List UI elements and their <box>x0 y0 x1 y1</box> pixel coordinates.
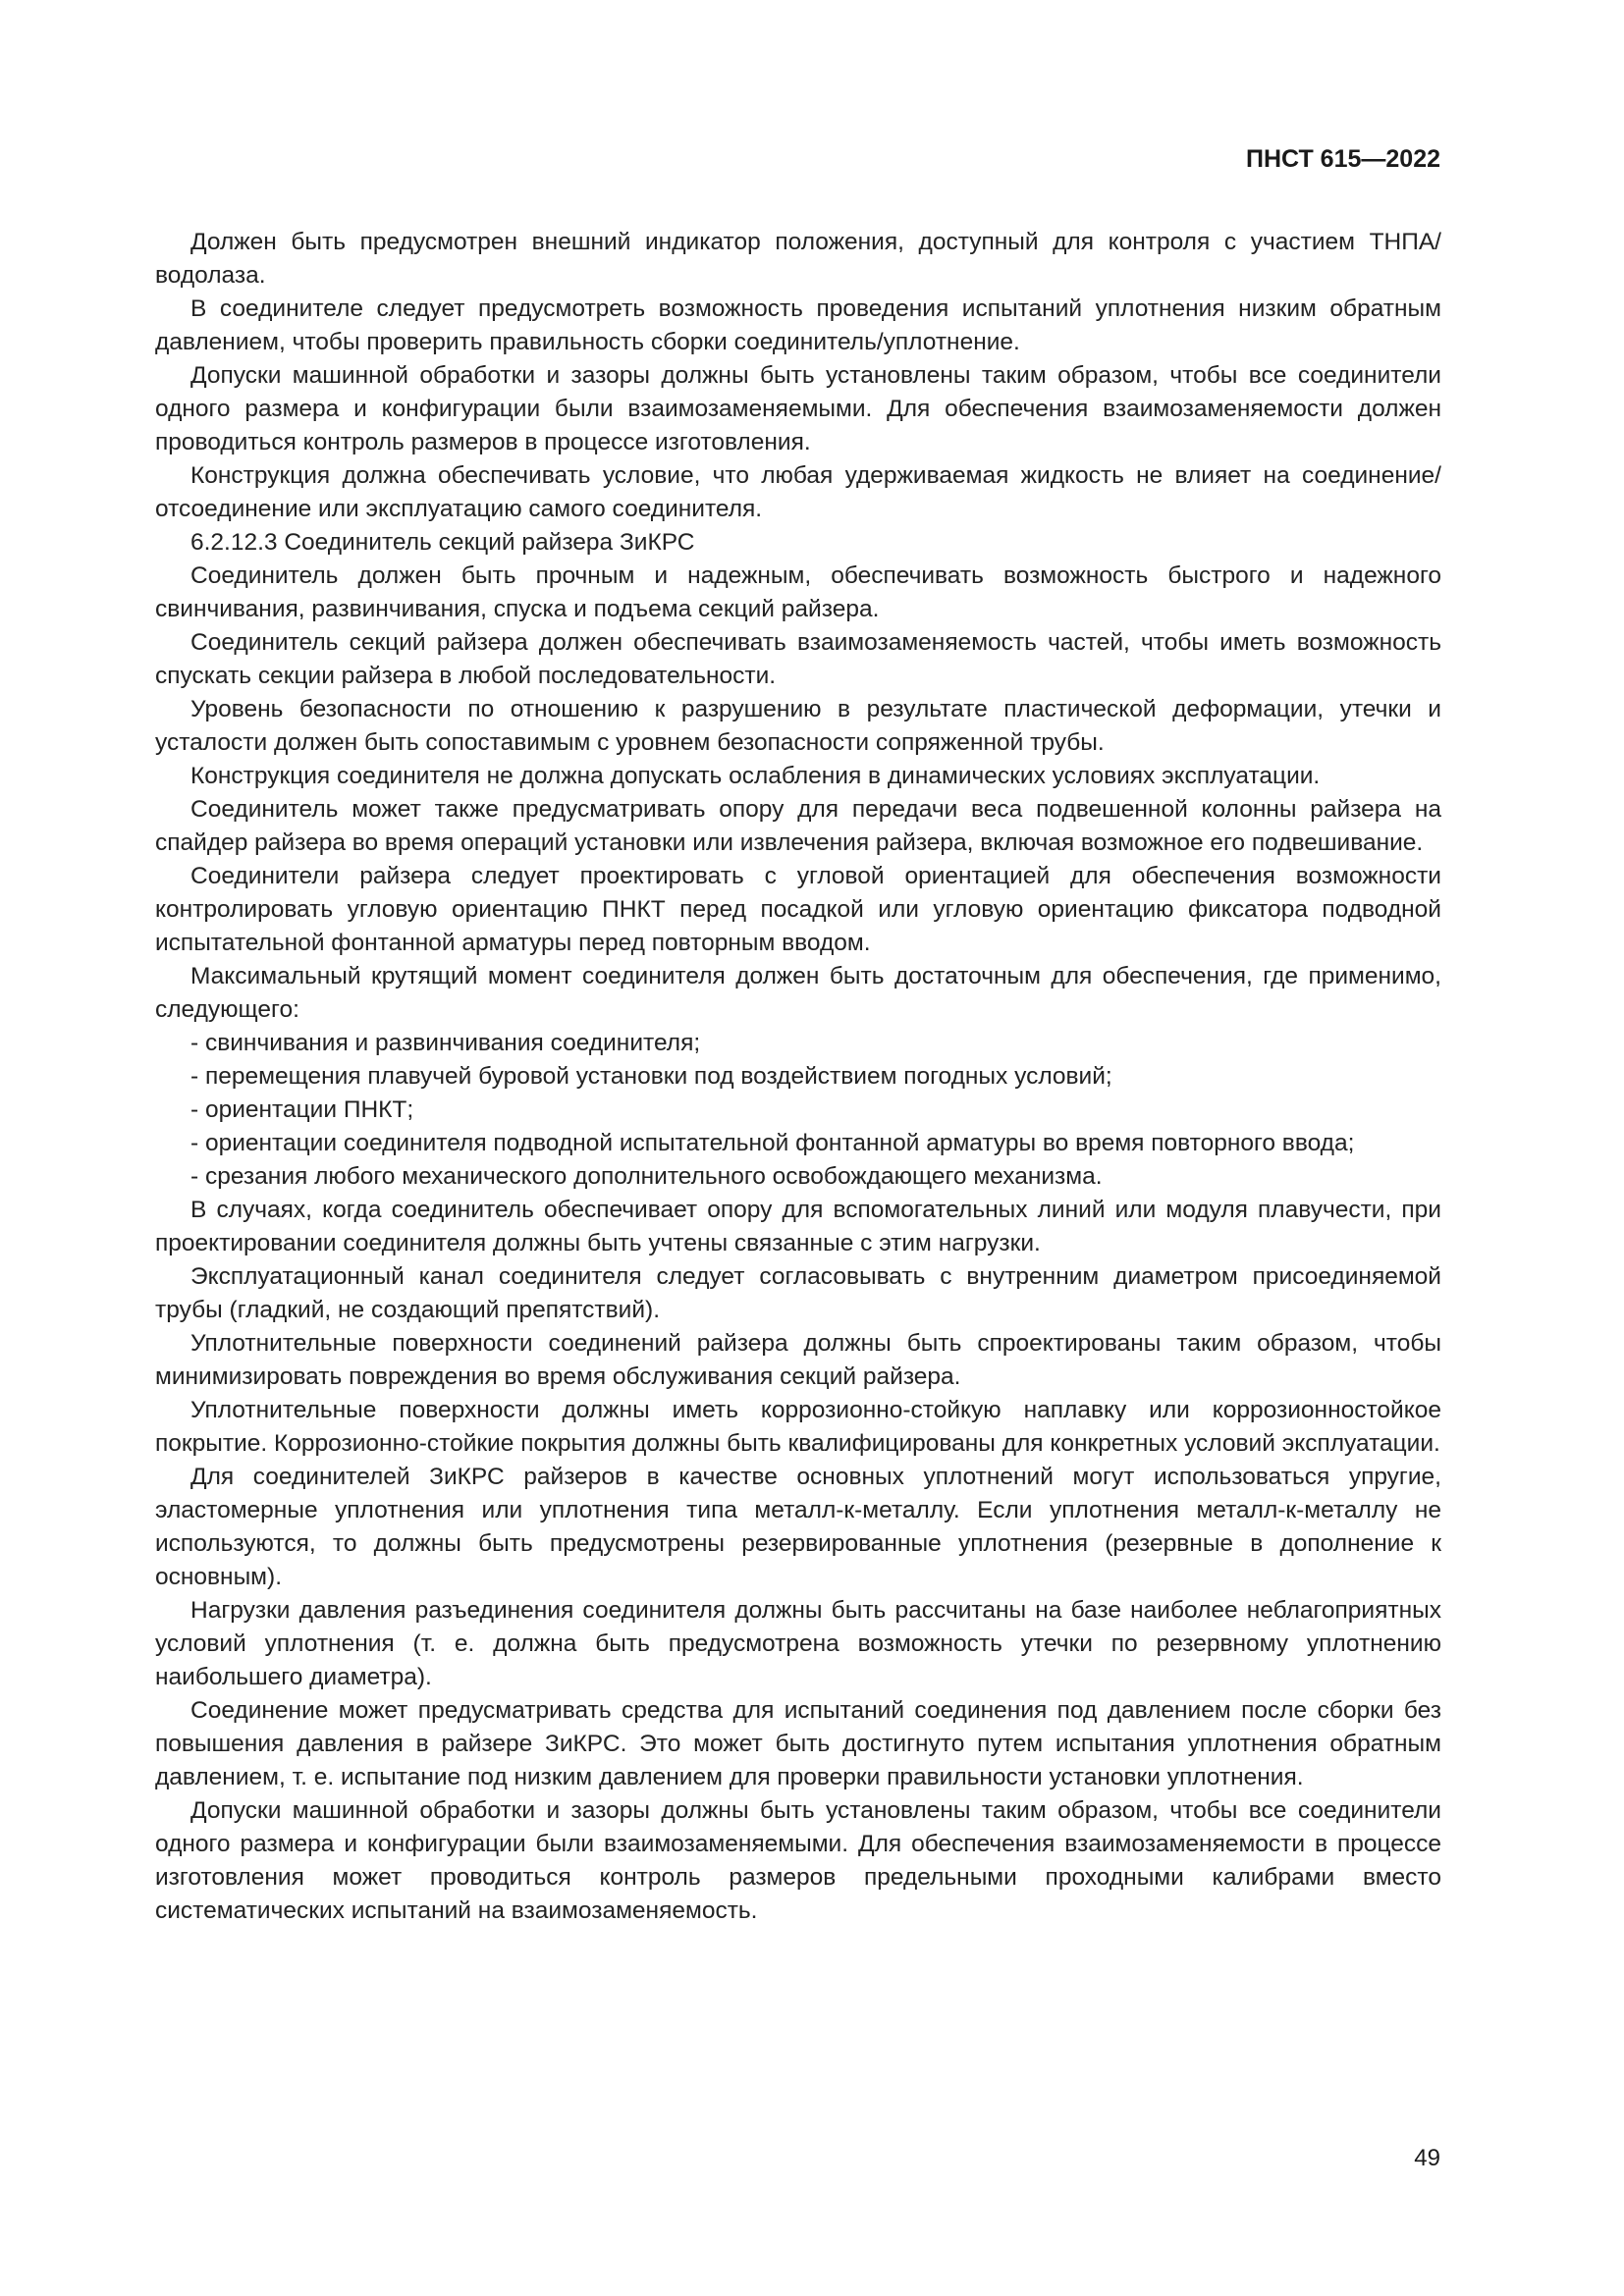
paragraph: Конструкция соединителя не должна допускать ослабления в динамических условиях эксплуатации. <box>190 763 1321 789</box>
document-body <box>155 226 1441 1928</box>
paragraph: Соединитель может также предусматривать опору для передачи веса подвешенной колонны райзера на спайдер райзера во время операций установки или извлечения райзера, включая возможное его подвешивание. <box>155 796 1441 856</box>
paragraph: Нагрузки давления разъединения соединителя должны быть рассчитаны на базе наиболее неблагоприятных условий уплотнения (т. е. должна быть предусмотрена возможность утечки по резервному уплотнению наибольшего диаметра). <box>155 1597 1441 1690</box>
paragraph: Соединители райзера следует проектировать с угловой ориентацией для обеспечения возможности контролировать угловую ориентацию ПНКТ перед посадкой или угловую ориентацию фиксатора подводной испытательной фонтанной арматуры перед повторным вводом. <box>155 863 1441 956</box>
paragraph: Допуски машинной обработки и зазоры должны быть установлены таким образом, чтобы все соединители одного размера и конфигурации были взаимозаменяемыми. Для обеспечения взаимозаменяемости должен проводиться контроль размеров в процессе изготовления. <box>155 362 1441 455</box>
paragraph: Соединитель должен быть прочным и надежным, обеспечивать возможность быстрого и надежного свинчивания, развинчивания, спуска и подъема секций райзера. <box>155 562 1441 622</box>
list-item: - свинчивания и развинчивания соединителя; <box>190 1030 701 1056</box>
list-item: - срезания любого механического дополнительного освобождающего механизма. <box>190 1163 1103 1190</box>
paragraph: Должен быть предусмотрен внешний индикатор положения, доступный для контроля с участием ТНПА/водолаза. <box>155 229 1441 289</box>
list-item: - ориентации ПНКТ; <box>190 1096 414 1123</box>
paragraph: Соединение может предусматривать средства для испытаний соединения под давлением после сборки без повышения давления в райзере ЗиКРС. Это может быть достигнуто путем испытания уплотнения обратным давлением, т. е. испытание под низким давлением для проверки правильности установки уплотнения. <box>155 1697 1441 1790</box>
list-item: - ориентации соединителя подводной испытательной фонтанной арматуры во время повторного ввода; <box>190 1130 1355 1156</box>
paragraph: В соединителе следует предусмотреть возможность проведения испытаний уплотнения низким обратным давлением, чтобы проверить правильность сборки соединитель/уплотнение. <box>155 295 1441 355</box>
paragraph: Уплотнительные поверхности соединений райзера должны быть спроектированы таким образом, чтобы минимизировать повреждения во время обслуживания секций райзера. <box>155 1330 1441 1390</box>
paragraph: Для соединителей ЗиКРС райзеров в качестве основных уплотнений могут использоваться упругие, эластомерные уплотнения или уплотнения типа металл-к-металлу. Если уплотнения металл-к-металлу не используются, то должны быть предусмотрены резервированные уплотнения (резервные в дополнение к основным). <box>155 1464 1441 1590</box>
paragraph: Конструкция должна обеспечивать условие, что любая удерживаемая жидкость не влияет на соединение/отсоединение или эксплуатацию самого соединителя. <box>155 462 1441 522</box>
section-heading: 6.2.12.3 Соединитель секций райзера ЗиКРС <box>190 529 695 556</box>
document-id-header: ПНСТ 615—2022 <box>1246 145 1440 173</box>
paragraph: Эксплуатационный канал соединителя следует согласовывать с внутренним диаметром присоединяемой трубы (гладкий, не создающий препятствий). <box>155 1263 1441 1323</box>
paragraph: Соединитель секций райзера должен обеспечивать взаимозаменяемость частей, чтобы иметь возможность спускать секции райзера в любой последовательности. <box>155 629 1441 689</box>
page-number: 49 <box>1414 2145 1440 2171</box>
paragraph: Уровень безопасности по отношению к разрушению в результате пластической деформации, утечки и усталости должен быть сопоставимым с уровнем безопасности сопряженной трубы. <box>155 696 1441 756</box>
paragraph: Допуски машинной обработки и зазоры должны быть установлены таким образом, чтобы все соединители одного размера и конфигурации были взаимозаменяемыми. Для обеспечения взаимозаменяемости в процессе изготовления может проводиться контроль размеров предельными проходными калибрами вместо систематических испытаний на взаимозаменяемость. <box>155 1797 1441 1924</box>
list-item: - перемещения плавучей буровой установки под воздействием погодных условий; <box>190 1063 1112 1090</box>
paragraph: Максимальный крутящий момент соединителя должен быть достаточным для обеспечения, где применимо, следующего: <box>155 963 1441 1023</box>
paragraph: В случаях, когда соединитель обеспечивает опору для вспомогательных линий или модуля плавучести, при проектировании соединителя должны быть учтены связанные с этим нагрузки. <box>155 1197 1441 1256</box>
paragraph: Уплотнительные поверхности должны иметь коррозионно-стойкую наплавку или коррозионностойкое покрытие. Коррозионно-стойкие покрытия должны быть квалифицированы для конкретных условий эксплуатации. <box>155 1397 1441 1457</box>
